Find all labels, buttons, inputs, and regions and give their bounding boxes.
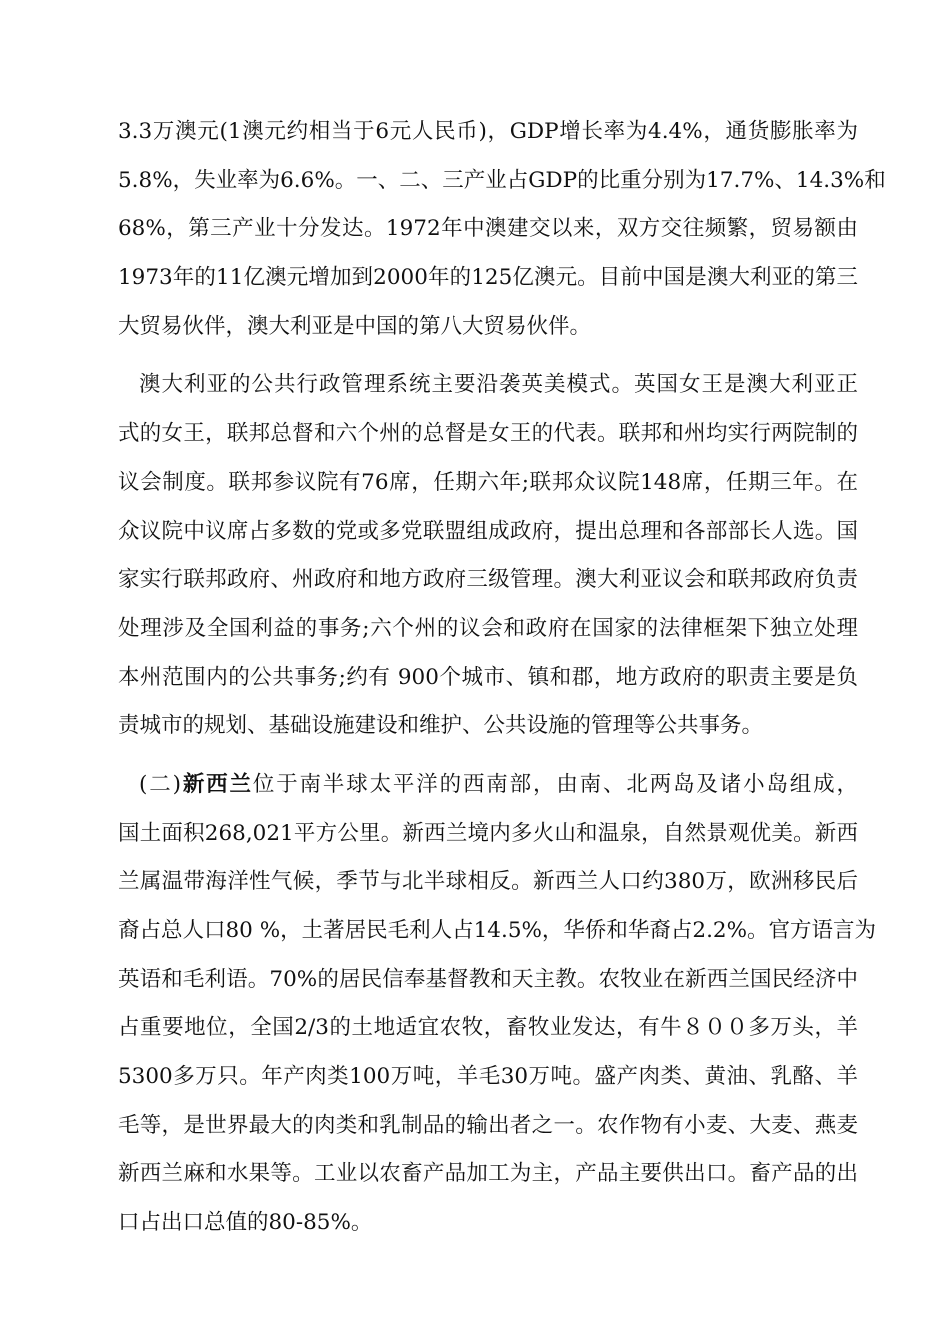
document-page [118, 108, 886, 1248]
text-line: 本州范围内的公共事务;约有 900个城市、镇和郡，地方政府的职责主要是负 [118, 664, 858, 690]
text-line: 澳大利亚的公共行政管理系统主要沿袭英美模式。英国女王是澳大利亚正 [139, 372, 858, 398]
text-line: 5.8%，失业率为6.6%。一、二、三产业占GDP的比重分别为17.7%、14.3%和 [118, 167, 886, 193]
text-line: 国土面积268,021平方公里。新西兰境内多火山和温泉，自然景观优美。新西 [118, 820, 858, 846]
text-line: 毛等，是世界最大的肉类和乳制品的输出者之一。农作物有小麦、大麦、燕麦 [118, 1112, 858, 1138]
text-line: 裔占总人口80 %，土著居民毛利人占14.5%，华侨和华裔占2.2%。官方语言为 [118, 918, 877, 943]
text-line: 英语和毛利语。70%的居民信奉基督教和天主教。农牧业在新西兰国民经济中 [118, 966, 858, 992]
section-heading: 新西兰 [180, 771, 253, 797]
text-line: 1973年的11亿澳元增加到2000年的125亿澳元。目前中国是澳大利亚的第三 [118, 265, 858, 291]
text-line: 3.3万澳元(1澳元约相当于6元人民币)，GDP增长率为4.4%，通货膨胀率为 [118, 119, 858, 144]
text-fragment: 位于南半球太平洋的西南部，由南、北两岛及诸小岛组成， [252, 771, 858, 797]
text-line: 众议院中议席占多数的党或多党联盟组成政府，提出总理和各部部长人选。国 [118, 518, 858, 544]
text-line: 68%，第三产业十分发达。1972年中澳建交以来，双方交往频繁，贸易额由 [118, 216, 858, 242]
section-number: (二) [139, 771, 181, 797]
text-line: 占重要地位，全国2/3的土地适宜农牧，畜牧业发达，有牛８００多万头，羊 [118, 1015, 858, 1041]
paragraph-economy [118, 108, 886, 351]
text-line: 责城市的规划、基础设施建设和维护、公共设施的管理等公共事务。 [118, 713, 764, 739]
text-line [118, 761, 858, 810]
text-line: 5300多万只。年产肉类100万吨，羊毛30万吨。盛产肉类、黄油、乳酪、羊 [118, 1064, 858, 1090]
text-line: 家实行联邦政府、州政府和地方政府三级管理。澳大利亚议会和联邦政府负责 [118, 567, 858, 593]
paragraph-new-zealand [118, 761, 877, 1248]
text-line: 兰属温带海洋性气候，季节与北半球相反。新西兰人口约380万，欧洲移民后 [118, 869, 858, 895]
text-line: 大贸易伙伴，澳大利亚是中国的第八大贸易伙伴。 [118, 313, 592, 339]
text-line: 议会制度。联邦参议院有76席，任期六年;联邦众议院148席，任期三年。在 [118, 469, 858, 495]
text-line: 处理涉及全国利益的事务;六个州的议会和政府在国家的法律框架下独立处理 [118, 615, 858, 641]
text-line: 口占出口总值的80-85%。 [118, 1210, 373, 1236]
text-line: 式的女王，联邦总督和六个州的总督是女王的代表。联邦和州均实行两院制的 [118, 421, 858, 447]
text-line: 新西兰麻和水果等。工业以农畜产品加工为主，产品主要供出口。畜产品的出 [118, 1161, 858, 1187]
paragraph-administration [118, 361, 858, 751]
